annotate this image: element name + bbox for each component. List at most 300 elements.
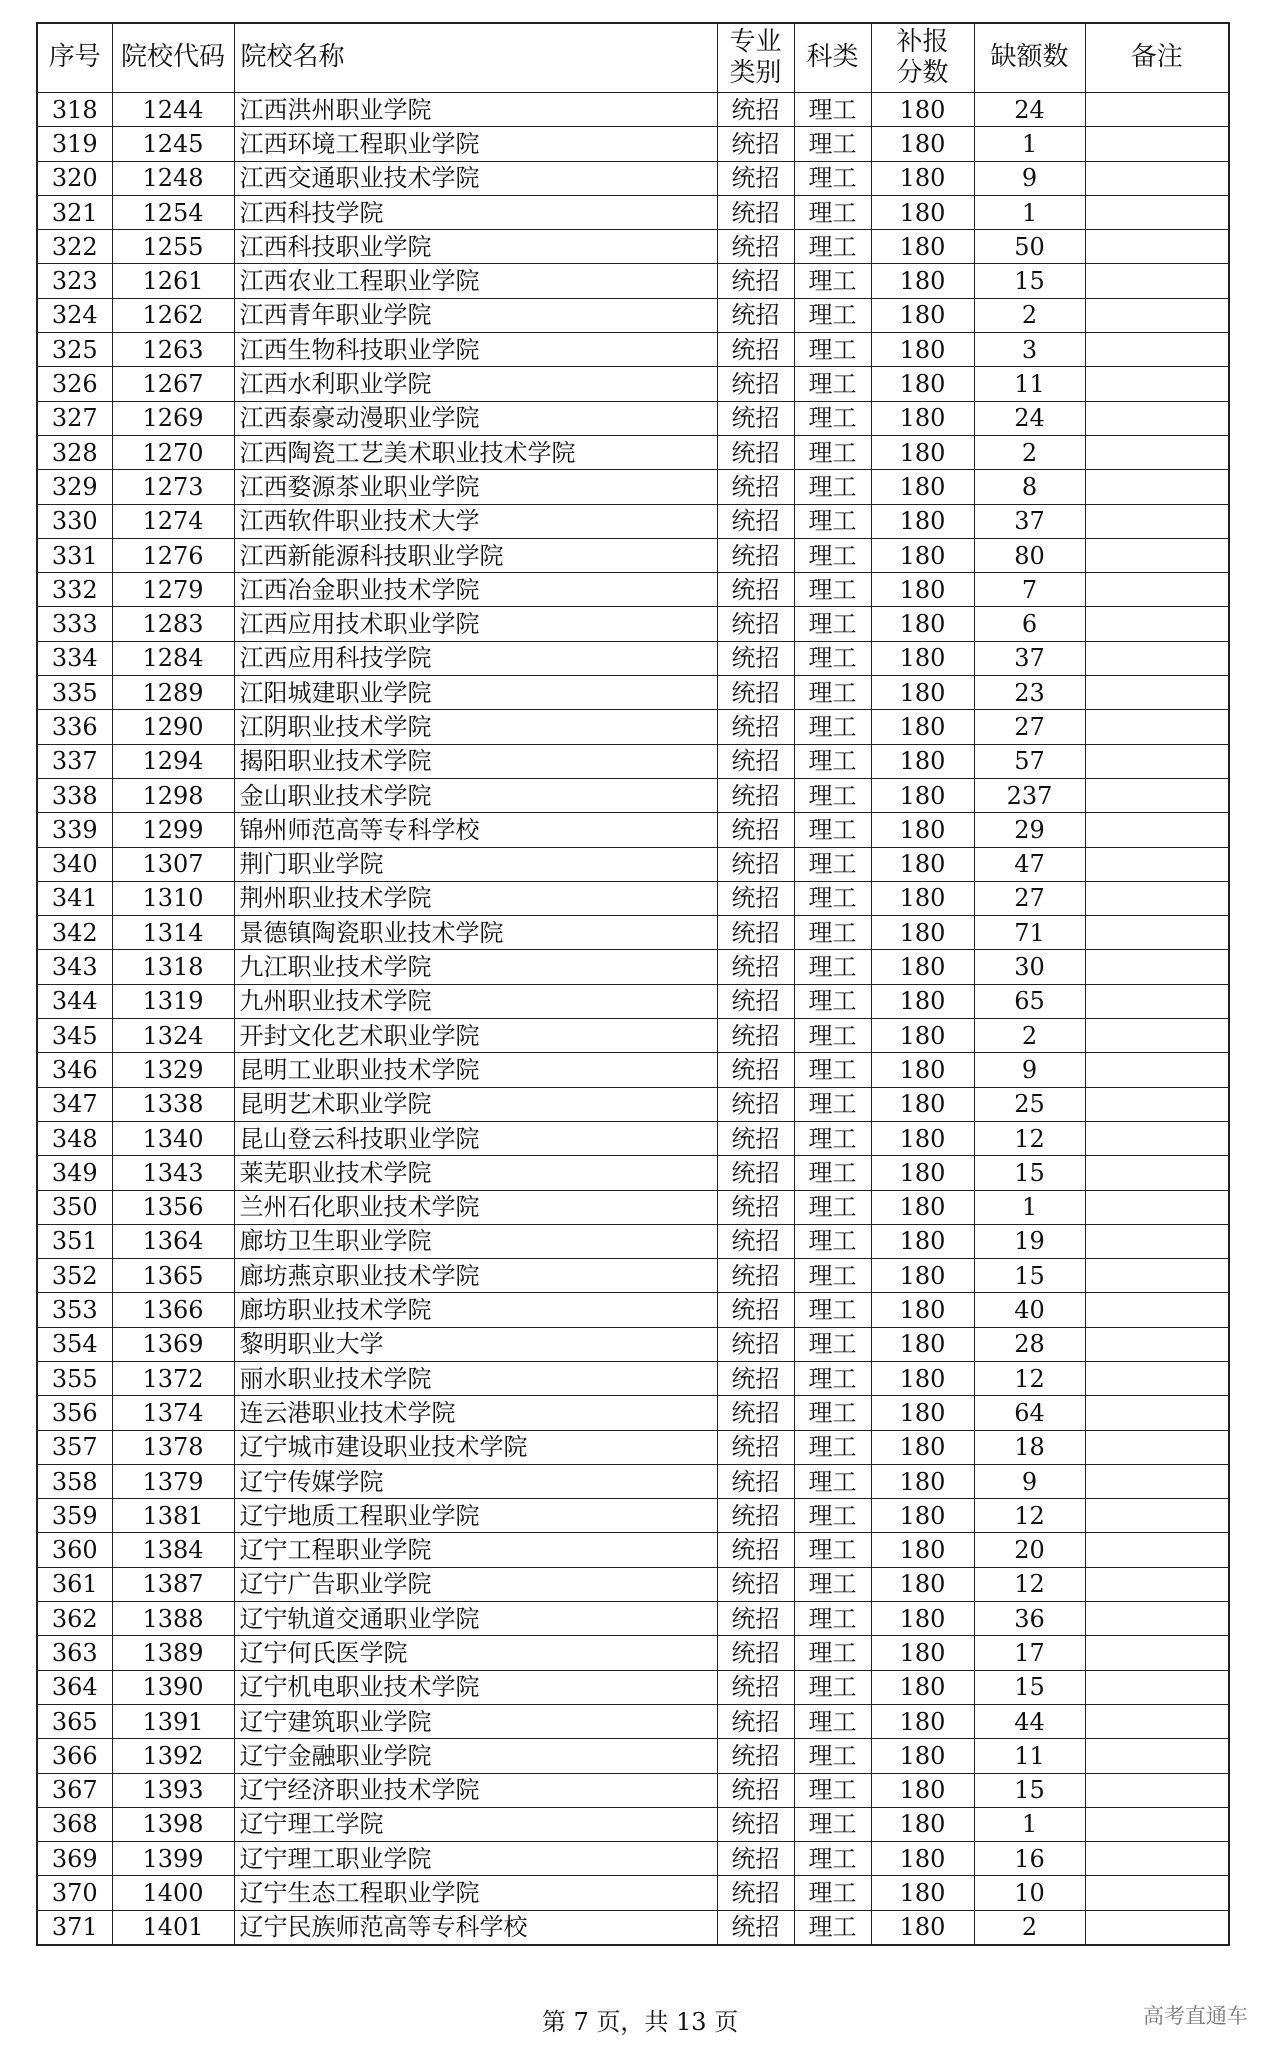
table-row <box>37 504 1229 538</box>
cell-code: 1244 <box>112 93 234 127</box>
cell-category: 统招 <box>717 1293 794 1327</box>
cell-name: 江西交通职业技术学院 <box>234 161 717 195</box>
cell-score: 180 <box>871 1361 974 1395</box>
cell-note <box>1085 333 1229 367</box>
cell-code: 1372 <box>112 1361 234 1395</box>
cell-category: 统招 <box>717 401 794 435</box>
table-row <box>37 298 1229 332</box>
cell-seq: 351 <box>37 1224 112 1258</box>
cell-code: 1366 <box>112 1293 234 1327</box>
cell-note <box>1085 710 1229 744</box>
cell-code: 1267 <box>112 367 234 401</box>
cell-category: 统招 <box>717 1842 794 1876</box>
cell-score: 180 <box>871 778 974 812</box>
cell-vacancy: 24 <box>974 401 1085 435</box>
cell-note <box>1085 401 1229 435</box>
cell-score: 180 <box>871 1464 974 1498</box>
cell-seq: 328 <box>37 435 112 469</box>
table-row <box>37 1636 1229 1670</box>
cell-seq: 349 <box>37 1156 112 1190</box>
cell-code: 1290 <box>112 710 234 744</box>
cell-seq: 332 <box>37 573 112 607</box>
cell-seq: 341 <box>37 881 112 915</box>
cell-name: 江阳城建职业学院 <box>234 676 717 710</box>
cell-subject: 理工 <box>794 1019 871 1053</box>
cell-note <box>1085 1053 1229 1087</box>
cell-category: 统招 <box>717 1087 794 1121</box>
table-row <box>37 1464 1229 1498</box>
header-seq: 序号 <box>37 23 112 93</box>
cell-code: 1364 <box>112 1224 234 1258</box>
table-row <box>37 1773 1229 1807</box>
cell-code: 1299 <box>112 813 234 847</box>
cell-vacancy: 1 <box>974 195 1085 229</box>
header-score-line1: 补报 <box>896 26 949 57</box>
cell-category: 统招 <box>717 1156 794 1190</box>
cell-name: 江西生物科技职业学院 <box>234 333 717 367</box>
cell-score: 180 <box>871 1670 974 1704</box>
cell-score: 180 <box>871 710 974 744</box>
cell-subject: 理工 <box>794 127 871 161</box>
cell-score: 180 <box>871 1053 974 1087</box>
cell-score: 180 <box>871 504 974 538</box>
footer-page-number: 7 <box>573 2008 589 2036</box>
cell-code: 1314 <box>112 916 234 950</box>
cell-vacancy: 30 <box>974 950 1085 984</box>
cell-subject: 理工 <box>794 1602 871 1636</box>
cell-seq: 339 <box>37 813 112 847</box>
table-row <box>37 1739 1229 1773</box>
table-row <box>37 1224 1229 1258</box>
header-row <box>37 23 1229 93</box>
cell-note <box>1085 435 1229 469</box>
cell-category: 统招 <box>717 1910 794 1945</box>
cell-note <box>1085 573 1229 607</box>
page-footer <box>0 2002 1280 2037</box>
cell-subject: 理工 <box>794 1670 871 1704</box>
cell-name: 荆州职业技术学院 <box>234 881 717 915</box>
cell-score: 180 <box>871 1533 974 1567</box>
cell-vacancy: 64 <box>974 1396 1085 1430</box>
cell-seq: 364 <box>37 1670 112 1704</box>
cell-seq: 337 <box>37 744 112 778</box>
cell-score: 180 <box>871 435 974 469</box>
cell-name: 江西新能源科技职业学院 <box>234 538 717 572</box>
cell-seq: 370 <box>37 1876 112 1910</box>
cell-subject: 理工 <box>794 1464 871 1498</box>
cell-code: 1254 <box>112 195 234 229</box>
table-row <box>37 1670 1229 1704</box>
cell-score: 180 <box>871 1842 974 1876</box>
cell-name: 丽水职业技术学院 <box>234 1361 717 1395</box>
table-row <box>37 1430 1229 1464</box>
cell-code: 1390 <box>112 1670 234 1704</box>
cell-code: 1279 <box>112 573 234 607</box>
cell-seq: 363 <box>37 1636 112 1670</box>
cell-subject: 理工 <box>794 676 871 710</box>
cell-score: 180 <box>871 984 974 1018</box>
table-row <box>37 470 1229 504</box>
table-row <box>37 1293 1229 1327</box>
cell-subject: 理工 <box>794 1499 871 1533</box>
cell-subject: 理工 <box>794 333 871 367</box>
cell-subject: 理工 <box>794 93 871 127</box>
cell-seq: 357 <box>37 1430 112 1464</box>
cell-subject: 理工 <box>794 881 871 915</box>
cell-note <box>1085 195 1229 229</box>
table-row <box>37 641 1229 675</box>
cell-category: 统招 <box>717 1704 794 1738</box>
admission-table <box>36 22 1230 1946</box>
header-category <box>717 23 794 93</box>
cell-seq: 358 <box>37 1464 112 1498</box>
cell-vacancy: 2 <box>974 1019 1085 1053</box>
cell-note <box>1085 1876 1229 1910</box>
cell-code: 1263 <box>112 333 234 367</box>
cell-seq: 340 <box>37 847 112 881</box>
cell-subject: 理工 <box>794 641 871 675</box>
table-row <box>37 710 1229 744</box>
cell-score: 180 <box>871 916 974 950</box>
cell-code: 1378 <box>112 1430 234 1464</box>
cell-note <box>1085 1602 1229 1636</box>
cell-category: 统招 <box>717 1807 794 1841</box>
cell-note <box>1085 230 1229 264</box>
cell-score: 180 <box>871 607 974 641</box>
cell-subject: 理工 <box>794 470 871 504</box>
cell-vacancy: 2 <box>974 1910 1085 1945</box>
cell-code: 1329 <box>112 1053 234 1087</box>
cell-note <box>1085 1807 1229 1841</box>
header-code: 院校代码 <box>112 23 234 93</box>
cell-vacancy: 23 <box>974 676 1085 710</box>
cell-subject: 理工 <box>794 538 871 572</box>
cell-subject: 理工 <box>794 813 871 847</box>
cell-category: 统招 <box>717 1361 794 1395</box>
cell-seq: 333 <box>37 607 112 641</box>
cell-subject: 理工 <box>794 744 871 778</box>
cell-vacancy: 36 <box>974 1602 1085 1636</box>
table-row <box>37 1053 1229 1087</box>
cell-note <box>1085 607 1229 641</box>
table-row <box>37 264 1229 298</box>
cell-category: 统招 <box>717 1327 794 1361</box>
cell-subject: 理工 <box>794 847 871 881</box>
cell-name: 江西陶瓷工艺美术职业技术学院 <box>234 435 717 469</box>
cell-seq: 327 <box>37 401 112 435</box>
cell-vacancy: 47 <box>974 847 1085 881</box>
table-row <box>37 1704 1229 1738</box>
table-row <box>37 1910 1229 1945</box>
cell-vacancy: 15 <box>974 264 1085 298</box>
cell-vacancy: 18 <box>974 1430 1085 1464</box>
cell-code: 1379 <box>112 1464 234 1498</box>
cell-vacancy: 71 <box>974 916 1085 950</box>
footer-suffix: 页 <box>714 2008 739 2036</box>
header-subject: 科类 <box>794 23 871 93</box>
cell-name: 景德镇陶瓷职业技术学院 <box>234 916 717 950</box>
cell-vacancy: 6 <box>974 607 1085 641</box>
cell-code: 1365 <box>112 1259 234 1293</box>
cell-subject: 理工 <box>794 1842 871 1876</box>
cell-category: 统招 <box>717 676 794 710</box>
cell-note <box>1085 1739 1229 1773</box>
cell-score: 180 <box>871 1396 974 1430</box>
cell-vacancy: 16 <box>974 1842 1085 1876</box>
cell-category: 统招 <box>717 950 794 984</box>
cell-score: 180 <box>871 1259 974 1293</box>
cell-score: 180 <box>871 93 974 127</box>
cell-vacancy: 11 <box>974 367 1085 401</box>
cell-category: 统招 <box>717 1567 794 1601</box>
cell-subject: 理工 <box>794 367 871 401</box>
cell-seq: 319 <box>37 127 112 161</box>
cell-code: 1298 <box>112 778 234 812</box>
cell-code: 1283 <box>112 607 234 641</box>
cell-note <box>1085 1259 1229 1293</box>
cell-seq: 350 <box>37 1190 112 1224</box>
cell-seq: 325 <box>37 333 112 367</box>
table-row <box>37 813 1229 847</box>
table-row <box>37 1327 1229 1361</box>
cell-subject: 理工 <box>794 1567 871 1601</box>
cell-name: 辽宁轨道交通职业学院 <box>234 1602 717 1636</box>
cell-seq: 335 <box>37 676 112 710</box>
cell-category: 统招 <box>717 1121 794 1155</box>
table-row <box>37 333 1229 367</box>
cell-seq: 356 <box>37 1396 112 1430</box>
cell-category: 统招 <box>717 195 794 229</box>
cell-subject: 理工 <box>794 1533 871 1567</box>
table-row <box>37 1259 1229 1293</box>
header-name: 院校名称 <box>234 23 717 93</box>
footer-page-total: 13 <box>676 2008 707 2036</box>
cell-code: 1393 <box>112 1773 234 1807</box>
cell-code: 1273 <box>112 470 234 504</box>
cell-name: 廊坊燕京职业技术学院 <box>234 1259 717 1293</box>
cell-code: 1270 <box>112 435 234 469</box>
cell-vacancy: 17 <box>974 1636 1085 1670</box>
cell-category: 统招 <box>717 778 794 812</box>
cell-name: 昆山登云科技职业学院 <box>234 1121 717 1155</box>
cell-subject: 理工 <box>794 1910 871 1945</box>
cell-category: 统招 <box>717 1224 794 1258</box>
cell-category: 统招 <box>717 744 794 778</box>
cell-subject: 理工 <box>794 1361 871 1395</box>
cell-name: 江西泰豪动漫职业学院 <box>234 401 717 435</box>
cell-name: 莱芜职业技术学院 <box>234 1156 717 1190</box>
cell-note <box>1085 1087 1229 1121</box>
cell-note <box>1085 1464 1229 1498</box>
cell-note <box>1085 676 1229 710</box>
cell-name: 黎明职业大学 <box>234 1327 717 1361</box>
table-row <box>37 778 1229 812</box>
table-row <box>37 401 1229 435</box>
cell-category: 统招 <box>717 1533 794 1567</box>
watermark: 高考直通车 <box>1143 2004 1248 2028</box>
cell-name: 廊坊卫生职业学院 <box>234 1224 717 1258</box>
header-category-line2: 类别 <box>729 58 782 88</box>
cell-code: 1400 <box>112 1876 234 1910</box>
cell-code: 1392 <box>112 1739 234 1773</box>
cell-name: 辽宁地质工程职业学院 <box>234 1499 717 1533</box>
cell-category: 统招 <box>717 1259 794 1293</box>
cell-note <box>1085 93 1229 127</box>
cell-name: 昆明艺术职业学院 <box>234 1087 717 1121</box>
table-row <box>37 1499 1229 1533</box>
table-row <box>37 1156 1229 1190</box>
table-row <box>37 1876 1229 1910</box>
cell-vacancy: 8 <box>974 470 1085 504</box>
cell-score: 180 <box>871 1910 974 1945</box>
cell-note <box>1085 641 1229 675</box>
cell-category: 统招 <box>717 298 794 332</box>
cell-subject: 理工 <box>794 1636 871 1670</box>
cell-subject: 理工 <box>794 1739 871 1773</box>
cell-seq: 360 <box>37 1533 112 1567</box>
cell-category: 统招 <box>717 881 794 915</box>
cell-seq: 323 <box>37 264 112 298</box>
cell-subject: 理工 <box>794 1327 871 1361</box>
table-row <box>37 950 1229 984</box>
cell-name: 连云港职业技术学院 <box>234 1396 717 1430</box>
cell-subject: 理工 <box>794 778 871 812</box>
cell-seq: 367 <box>37 1773 112 1807</box>
cell-score: 180 <box>871 367 974 401</box>
cell-name: 江西软件职业技术大学 <box>234 504 717 538</box>
cell-seq: 336 <box>37 710 112 744</box>
cell-code: 1374 <box>112 1396 234 1430</box>
cell-subject: 理工 <box>794 607 871 641</box>
cell-note <box>1085 1533 1229 1567</box>
cell-category: 统招 <box>717 847 794 881</box>
cell-category: 统招 <box>717 470 794 504</box>
cell-note <box>1085 538 1229 572</box>
table-row <box>37 744 1229 778</box>
cell-score: 180 <box>871 538 974 572</box>
cell-category: 统招 <box>717 1670 794 1704</box>
cell-seq: 369 <box>37 1842 112 1876</box>
cell-name: 开封文化艺术职业学院 <box>234 1019 717 1053</box>
cell-name: 江西应用科技学院 <box>234 641 717 675</box>
cell-seq: 353 <box>37 1293 112 1327</box>
cell-seq: 352 <box>37 1259 112 1293</box>
cell-note <box>1085 1842 1229 1876</box>
cell-vacancy: 12 <box>974 1361 1085 1395</box>
cell-score: 180 <box>871 1019 974 1053</box>
cell-subject: 理工 <box>794 1773 871 1807</box>
cell-seq: 330 <box>37 504 112 538</box>
cell-subject: 理工 <box>794 916 871 950</box>
cell-score: 180 <box>871 1499 974 1533</box>
cell-vacancy: 9 <box>974 1053 1085 1087</box>
cell-category: 统招 <box>717 1773 794 1807</box>
cell-code: 1262 <box>112 298 234 332</box>
cell-code: 1398 <box>112 1807 234 1841</box>
cell-subject: 理工 <box>794 401 871 435</box>
cell-category: 统招 <box>717 1396 794 1430</box>
cell-code: 1307 <box>112 847 234 881</box>
cell-seq: 346 <box>37 1053 112 1087</box>
cell-code: 1261 <box>112 264 234 298</box>
cell-name: 九江职业技术学院 <box>234 950 717 984</box>
cell-vacancy: 40 <box>974 1293 1085 1327</box>
cell-vacancy: 2 <box>974 298 1085 332</box>
cell-note <box>1085 1361 1229 1395</box>
cell-category: 统招 <box>717 435 794 469</box>
cell-vacancy: 50 <box>974 230 1085 264</box>
cell-seq: 365 <box>37 1704 112 1738</box>
cell-vacancy: 12 <box>974 1567 1085 1601</box>
cell-seq: 362 <box>37 1602 112 1636</box>
cell-vacancy: 15 <box>974 1156 1085 1190</box>
header-vacancy: 缺额数 <box>974 23 1085 93</box>
cell-subject: 理工 <box>794 1190 871 1224</box>
cell-subject: 理工 <box>794 435 871 469</box>
cell-category: 统招 <box>717 230 794 264</box>
cell-name: 江西冶金职业技术学院 <box>234 573 717 607</box>
table-row <box>37 1807 1229 1841</box>
cell-note <box>1085 1121 1229 1155</box>
header-score-line2: 分数 <box>896 58 949 88</box>
cell-vacancy: 12 <box>974 1121 1085 1155</box>
cell-seq: 338 <box>37 778 112 812</box>
cell-note <box>1085 470 1229 504</box>
cell-seq: 355 <box>37 1361 112 1395</box>
cell-code: 1343 <box>112 1156 234 1190</box>
cell-subject: 理工 <box>794 1807 871 1841</box>
cell-code: 1319 <box>112 984 234 1018</box>
cell-subject: 理工 <box>794 1396 871 1430</box>
cell-seq: 318 <box>37 93 112 127</box>
cell-note <box>1085 984 1229 1018</box>
cell-score: 180 <box>871 1876 974 1910</box>
cell-name: 昆明工业职业技术学院 <box>234 1053 717 1087</box>
cell-score: 180 <box>871 813 974 847</box>
cell-category: 统招 <box>717 538 794 572</box>
cell-subject: 理工 <box>794 1293 871 1327</box>
cell-vacancy: 27 <box>974 881 1085 915</box>
cell-code: 1356 <box>112 1190 234 1224</box>
cell-seq: 347 <box>37 1087 112 1121</box>
cell-score: 180 <box>871 195 974 229</box>
cell-code: 1340 <box>112 1121 234 1155</box>
cell-seq: 326 <box>37 367 112 401</box>
cell-category: 统招 <box>717 1739 794 1773</box>
cell-name: 辽宁何氏医学院 <box>234 1636 717 1670</box>
cell-category: 统招 <box>717 1602 794 1636</box>
cell-score: 180 <box>871 1807 974 1841</box>
cell-score: 180 <box>871 950 974 984</box>
table-row <box>37 435 1229 469</box>
cell-name: 江西农业工程职业学院 <box>234 264 717 298</box>
cell-category: 统招 <box>717 1053 794 1087</box>
cell-score: 180 <box>871 676 974 710</box>
footer-middle: 页，共 <box>596 2008 669 2036</box>
cell-name: 揭阳职业技术学院 <box>234 744 717 778</box>
table-row <box>37 1533 1229 1567</box>
cell-subject: 理工 <box>794 504 871 538</box>
cell-note <box>1085 1910 1229 1945</box>
table-row <box>37 984 1229 1018</box>
cell-subject: 理工 <box>794 950 871 984</box>
cell-score: 180 <box>871 744 974 778</box>
table-row <box>37 1190 1229 1224</box>
cell-vacancy: 24 <box>974 93 1085 127</box>
header-score <box>871 23 974 93</box>
table-row <box>37 1361 1229 1395</box>
cell-note <box>1085 504 1229 538</box>
